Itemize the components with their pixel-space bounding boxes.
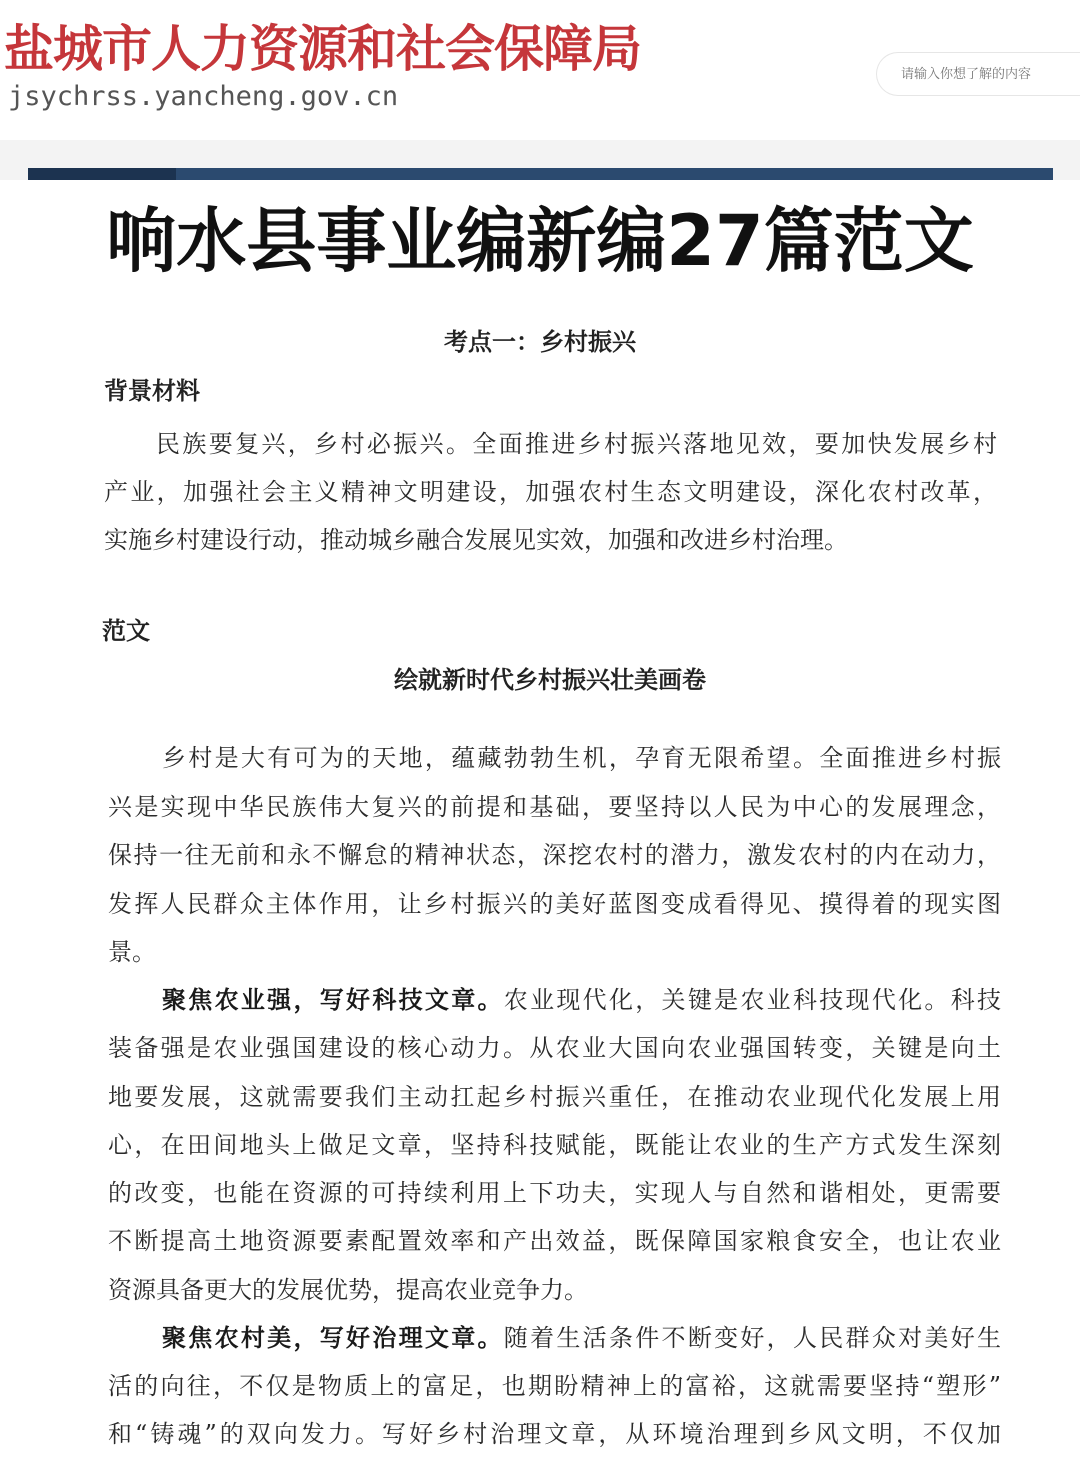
paragraph-line: 保持一往无前和永不懈怠的精神状态，深挖农村的潜力，激发农村的内在动力，	[108, 841, 1001, 869]
site-url[interactable]: jsychrss.yancheng.gov.cn	[8, 81, 399, 112]
intro-paragraph	[108, 734, 1001, 977]
essay-title: 绘就新时代乡村振兴壮美画卷	[394, 666, 706, 694]
paragraph-text: 随着生活条件不断变好，人民群众对美好生	[503, 1324, 1002, 1352]
essay-label: 范文	[102, 617, 150, 645]
paragraph-text: 农业现代化，关键是农业科技现代化。科技	[503, 986, 1002, 1014]
paragraph-line: 民族要复兴，乡村必振兴。全面推进乡村振兴落地见效，要加快发展乡村	[156, 430, 997, 458]
paragraph-lead: 聚焦农业强，写好科技文章。	[162, 986, 504, 1014]
paragraph-line: 活的向往，不仅是物质上的富足，也期盼精神上的富裕，这就需要坚持“塑形”	[108, 1372, 1001, 1400]
paragraph-line: 和“铸魂”的双向发力。写好乡村治理文章，从环境治理到乡风文明，不仅加	[108, 1420, 1001, 1448]
background-label: 背景材料	[104, 377, 200, 405]
paragraph-line: 不断提高土地资源要素配置效率和产出效益，既保障国家粮食安全，也让农业	[108, 1227, 1001, 1256]
paragraph-line: 心，在田间地头上做足文章，坚持科技赋能，既能让农业的生产方式发生深刻	[108, 1130, 1001, 1159]
paragraph-line	[108, 1314, 1001, 1362]
site-title[interactable]: 盐城市人力资源和社会保障局	[4, 20, 641, 78]
paragraph-lead: 聚焦农村美，写好治理文章。	[162, 1324, 504, 1352]
background-paragraph	[104, 420, 997, 564]
paragraph-line: 地要发展，这就需要我们主动扛起乡村振兴重任，在推动农业现代化发展上用	[108, 1082, 1001, 1111]
paragraph-line: 的改变，也能在资源的可持续利用上下功夫，实现人与自然和谐相处，更需要	[108, 1179, 1001, 1208]
paragraph-line: 兴是实现中华民族伟大复兴的前提和基础，要坚持以人民为中心的发展理念，	[108, 792, 1001, 821]
header-bar-accent	[28, 168, 176, 180]
paragraph-line	[108, 976, 1001, 1024]
section-heading: 考点一：乡村振兴	[444, 328, 636, 356]
paragraph-line: 乡村是大有可为的天地，蕴藏勃勃生机，孕育无限希望。全面推进乡村振	[162, 744, 1001, 772]
paragraph-line: 实施乡村建设行动，推动城乡融合发展见实效，加强和改进乡村治理。	[104, 526, 848, 554]
header-divider-bar	[28, 168, 1053, 180]
paragraph-line: 发挥人民群众主体作用，让乡村振兴的美好蓝图变成看得见、摸得着的现实图	[108, 889, 1001, 918]
paragraph-line: 装备强是农业强国建设的核心动力。从农业大国向农业强国转变，关键是向土	[108, 1034, 1001, 1063]
paragraph-line: 资源具备更大的发展优势，提高农业竞争力。	[108, 1275, 588, 1304]
governance-paragraph	[108, 1314, 1001, 1458]
agriculture-paragraph	[108, 976, 1001, 1314]
paragraph-line: 景。	[108, 938, 156, 966]
search-input[interactable]: 请输入你想了解的内容	[876, 52, 1080, 96]
document-title: 响水县事业编新编27篇范文	[106, 200, 974, 282]
paragraph-line: 产业，加强社会主义精神文明建设，加强农村生态文明建设，深化农村改革，	[104, 478, 997, 506]
